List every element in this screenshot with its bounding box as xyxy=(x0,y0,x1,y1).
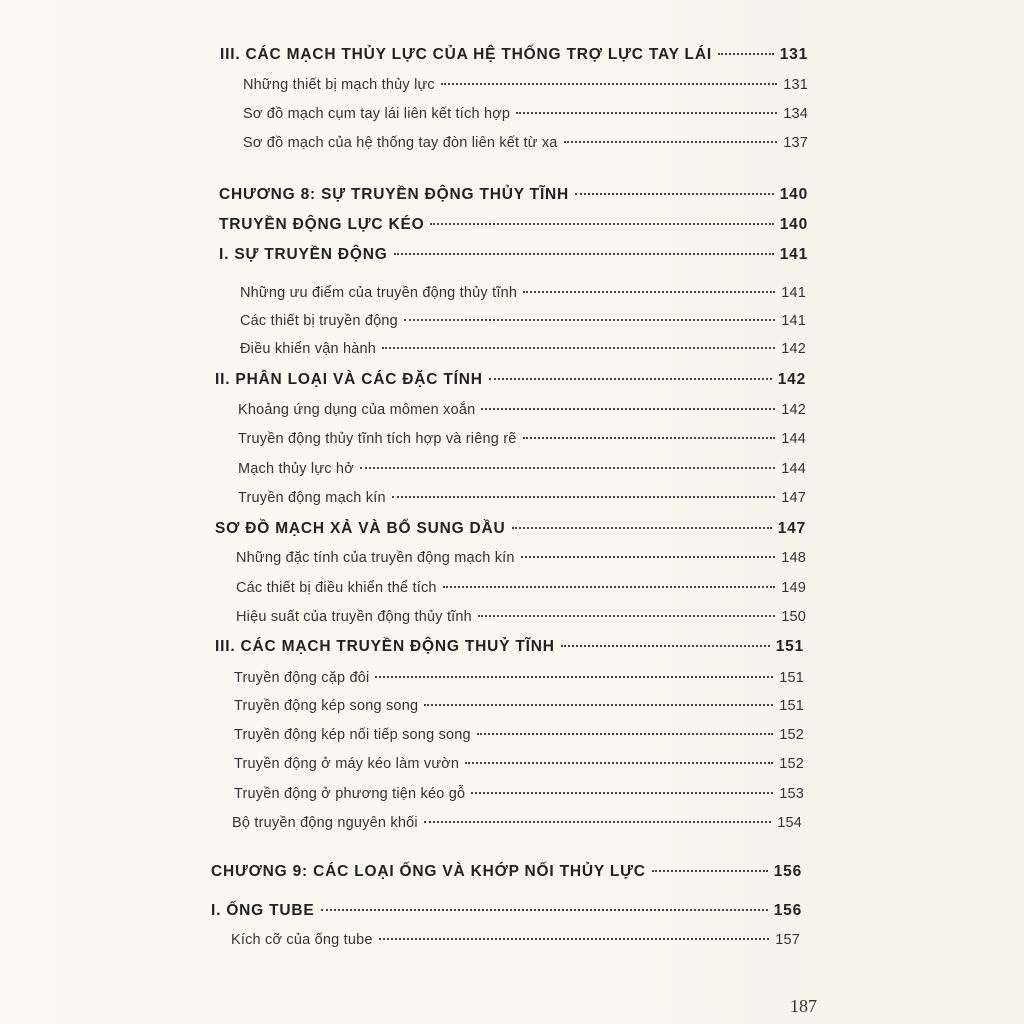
toc-page-number: 134 xyxy=(783,106,808,122)
toc-entry xyxy=(236,580,806,596)
dot-leader xyxy=(394,253,774,255)
toc-entry-title: Truyền động kép nối tiếp song song xyxy=(234,727,471,743)
dot-leader xyxy=(321,909,768,911)
toc-page-number: 141 xyxy=(781,313,806,329)
toc-entry-title: Truyền động ở máy kéo làm vườn xyxy=(234,756,460,772)
toc-entry-title: III. CÁC MẠCH THỦY LỰC CỦA HỆ THỐNG TRỢ LỰC TAY LÁI xyxy=(220,46,712,63)
toc-heading xyxy=(215,638,804,656)
toc-heading xyxy=(219,246,808,264)
toc-entry xyxy=(240,341,806,357)
toc-entry xyxy=(236,550,806,566)
page-number: 187 xyxy=(790,996,817,1016)
toc-entry-title: Sơ đồ mạch của hệ thống tay đòn liên kết từ xa xyxy=(243,135,558,151)
toc-entry xyxy=(243,77,808,93)
toc-page-number: 152 xyxy=(779,756,804,772)
toc-entry-title: Bộ truyền động nguyên khối xyxy=(232,815,418,831)
toc-heading xyxy=(219,186,808,204)
dot-leader xyxy=(382,347,775,349)
toc-page-number: 131 xyxy=(779,46,808,63)
dot-leader xyxy=(424,704,773,706)
toc-heading xyxy=(219,216,808,234)
toc-page-number: 151 xyxy=(775,638,804,655)
dot-leader xyxy=(523,437,776,439)
toc-page-number: 140 xyxy=(779,216,808,233)
toc-entry-title: Kích cỡ của ống tube xyxy=(231,932,373,948)
toc-page-number: 157 xyxy=(775,932,800,948)
toc-page-number: 142 xyxy=(777,371,806,388)
toc-entry xyxy=(234,786,804,802)
toc-entry-title: Những đặc tính của truyền động mạch kín xyxy=(236,550,515,566)
toc-entry xyxy=(234,670,804,686)
toc-page-number: 144 xyxy=(781,461,806,477)
toc-entry xyxy=(234,756,804,772)
dot-leader xyxy=(478,615,775,617)
dot-leader xyxy=(516,112,777,114)
dot-leader xyxy=(564,141,778,143)
dot-leader xyxy=(441,83,777,85)
toc-entry xyxy=(231,932,800,948)
dot-leader xyxy=(471,792,773,794)
toc-page-number: 156 xyxy=(773,863,802,880)
toc-entry-title: Các thiết bị truyền động xyxy=(240,313,398,329)
toc-page-number: 152 xyxy=(779,727,804,743)
toc-entry-title: CHƯƠNG 9: CÁC LOẠI ỐNG VÀ KHỚP NỐI THỦY LỰC xyxy=(211,863,646,880)
toc-heading xyxy=(220,46,808,64)
dot-leader xyxy=(481,408,775,410)
toc-page-number: 154 xyxy=(777,815,802,831)
toc-entry-title: Truyền động mạch kín xyxy=(238,490,386,506)
toc-page-number: 144 xyxy=(781,431,806,447)
toc-entry xyxy=(236,609,806,625)
toc-heading xyxy=(211,863,802,881)
toc-entry-title: Truyền động thủy tĩnh tích hợp và riêng rẽ xyxy=(238,431,517,447)
toc-entry-title: SƠ ĐỒ MẠCH XẢ VÀ BỔ SUNG DẦU xyxy=(215,520,506,537)
dot-leader xyxy=(379,938,770,940)
toc-page-number: 141 xyxy=(779,246,808,263)
toc-entry-title: I. SỰ TRUYỀN ĐỘNG xyxy=(219,246,388,263)
toc-entry-title: Những ưu điểm của truyền động thủy tĩnh xyxy=(240,285,518,301)
dot-leader xyxy=(477,733,773,735)
toc-entry xyxy=(240,285,806,301)
dot-leader xyxy=(575,193,774,195)
toc-entry xyxy=(243,106,808,122)
toc-entry-title: Truyền động ở phương tiện kéo gỗ xyxy=(234,786,466,802)
toc-page-number: 141 xyxy=(781,285,806,301)
toc-entry xyxy=(234,727,804,743)
toc-entry xyxy=(232,815,802,831)
toc-page-number: 147 xyxy=(777,520,806,537)
dot-leader xyxy=(561,645,770,647)
toc-page-number: 150 xyxy=(781,609,806,625)
toc-page-number: 131 xyxy=(783,77,808,93)
dot-leader xyxy=(465,762,773,764)
toc-entry-title: Sơ đồ mạch cụm tay lái liên kết tích hợp xyxy=(243,106,511,122)
toc-entry-title: Các thiết bị điều khiển thể tích xyxy=(236,580,437,596)
toc-heading xyxy=(215,520,806,538)
toc-page-number: 148 xyxy=(781,550,806,566)
toc-entry-title: Truyền động kép song song xyxy=(234,698,419,714)
toc-page-number: 151 xyxy=(779,670,804,686)
dot-leader xyxy=(404,319,775,321)
toc-entry-title: CHƯƠNG 8: SỰ TRUYỀN ĐỘNG THỦY TĨNH xyxy=(219,186,570,203)
dot-leader xyxy=(443,586,776,588)
dot-leader xyxy=(424,821,771,823)
toc-entry-title: I. ỐNG TUBE xyxy=(211,902,315,919)
toc-entry xyxy=(240,313,806,329)
toc-page-number: 142 xyxy=(781,402,806,418)
dot-leader xyxy=(718,53,774,55)
toc-entry xyxy=(243,135,808,151)
toc-entry-title: Truyền động cặp đôi xyxy=(234,670,370,686)
toc-page-number: 142 xyxy=(781,341,806,357)
dot-leader xyxy=(375,676,773,678)
toc-entry-title: Hiệu suất của truyền động thủy tĩnh xyxy=(236,609,472,625)
dot-leader xyxy=(512,527,772,529)
dot-leader xyxy=(360,467,775,469)
dot-leader xyxy=(430,223,773,225)
toc-entry-title: Khoảng ứng dụng của mômen xoắn xyxy=(238,402,476,418)
toc-entry-title: Mạch thủy lực hở xyxy=(238,461,354,477)
toc-page-number: 156 xyxy=(773,902,802,919)
dot-leader xyxy=(523,291,775,293)
toc-page-number: 149 xyxy=(781,580,806,596)
toc-page-number: 137 xyxy=(783,135,808,151)
toc-entry-title: III. CÁC MẠCH TRUYỀN ĐỘNG THUỶ TĨNH xyxy=(215,638,555,655)
toc-entry xyxy=(238,490,806,506)
toc-entry xyxy=(238,402,806,418)
toc-page-number: 147 xyxy=(781,490,806,506)
toc-entry-title: II. PHÂN LOẠI VÀ CÁC ĐẶC TÍNH xyxy=(215,371,483,388)
toc-page-number: 153 xyxy=(779,786,804,802)
toc-entry xyxy=(238,431,806,447)
toc-heading xyxy=(215,371,806,389)
toc-page-number: 151 xyxy=(779,698,804,714)
toc-entry xyxy=(234,698,804,714)
toc-entry-title: Điều khiển vận hành xyxy=(240,341,377,357)
dot-leader xyxy=(521,556,776,558)
dot-leader xyxy=(392,496,775,498)
toc-entry-title: TRUYỀN ĐỘNG LỰC KÉO xyxy=(219,216,425,233)
toc-entry-title: Những thiết bị mạch thủy lực xyxy=(243,77,435,93)
dot-leader xyxy=(489,378,772,380)
toc-heading xyxy=(211,902,802,920)
toc-page-number: 140 xyxy=(779,186,808,203)
dot-leader xyxy=(652,870,768,872)
toc-entry xyxy=(238,461,806,477)
